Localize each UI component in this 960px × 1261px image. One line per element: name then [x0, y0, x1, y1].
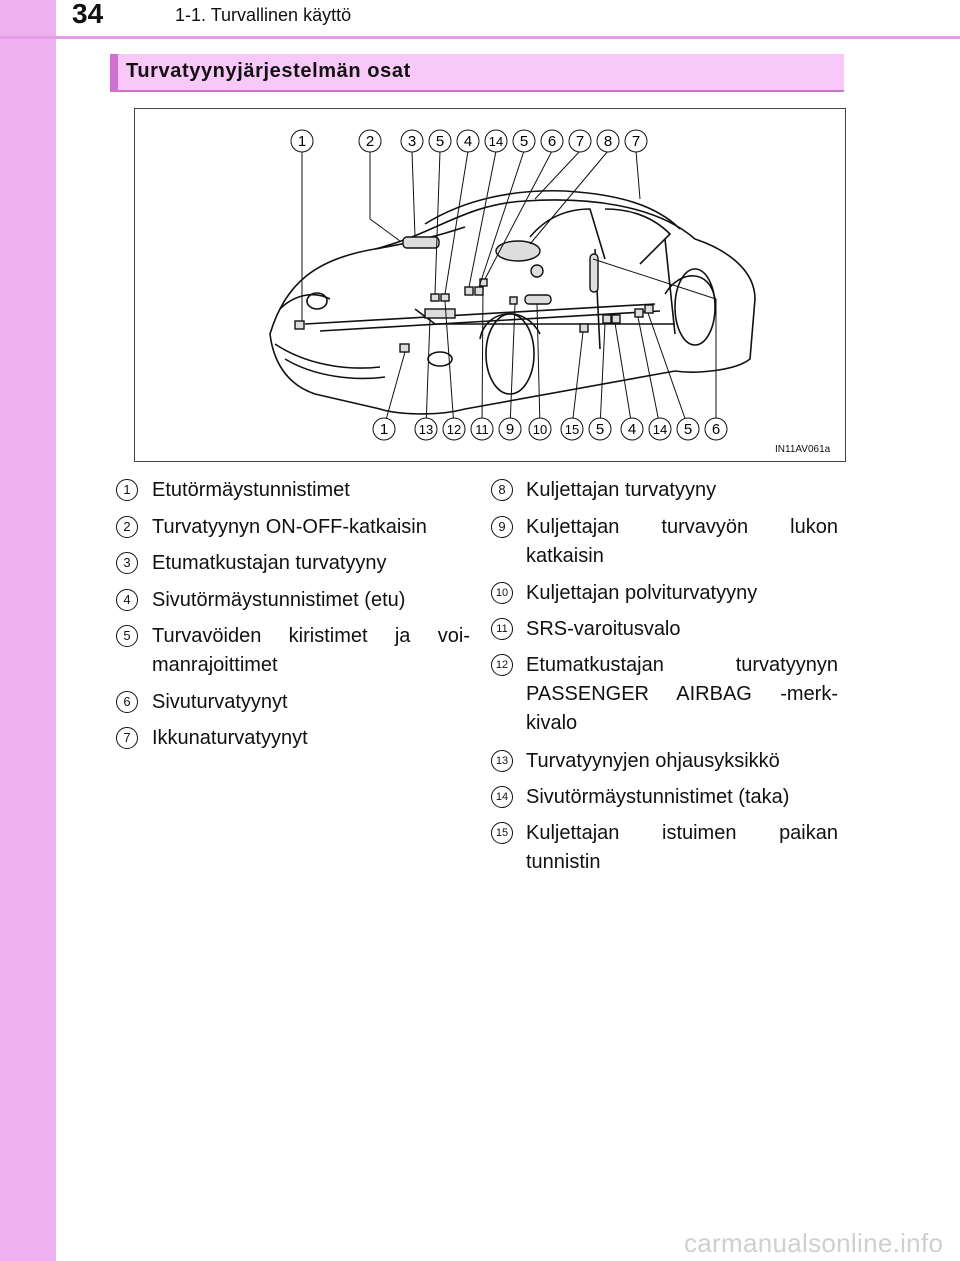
legend-item-seat-position-sensor: Kuljettajan istuimen paikan [526, 822, 838, 844]
legend-number: 8 [491, 479, 513, 501]
svg-text:11: 11 [475, 422, 489, 437]
callout-bottom-12 [705, 418, 727, 440]
section-title: Turvatyynyjärjestelmän osat [126, 60, 411, 82]
chapter-title: 1-1. Turvallinen käyttö [175, 5, 352, 25]
legend-number: 9 [491, 516, 513, 538]
svg-text:4: 4 [463, 133, 473, 150]
svg-text:12: 12 [446, 422, 462, 437]
callout-top-1 [291, 130, 313, 152]
svg-text:5: 5 [683, 421, 693, 438]
svg-text:14: 14 [652, 422, 668, 437]
svg-text:4: 4 [627, 421, 637, 438]
legend-number: 10 [491, 582, 513, 604]
legend-number: 1 [116, 479, 138, 501]
svg-text:5: 5 [519, 133, 529, 150]
legend-item-passenger-indicator-cont2: kivalo [526, 712, 578, 734]
callout-top-2 [359, 130, 381, 152]
legend-item-side-sensors-front: Sivutörmäystunnistimet (etu) [152, 589, 406, 611]
legend-item-airbag-ecu: Turvatyynyjen ohjausyksikkö [526, 750, 780, 772]
side-strip [0, 0, 56, 1261]
svg-text:5: 5 [595, 421, 605, 438]
callout-top-6 [485, 130, 507, 152]
svg-text:2: 2 [365, 133, 375, 150]
watermark: carmanualsonline.info [684, 1228, 944, 1258]
legend-number: 12 [491, 654, 513, 676]
page-number: 34 [72, 0, 104, 29]
callout-top-8 [541, 130, 563, 152]
legend-item-side-sensors-rear: Sivutörmäystunnistimet (taka) [526, 786, 790, 808]
legend-item-passenger-indicator-cont: PASSENGER AIRBAG -merk- [526, 683, 838, 705]
legend-item-pretensioners: Turvavöiden kiristimet ja voi- [152, 625, 470, 647]
legend-number: 14 [491, 786, 513, 808]
callout-bottom-2 [415, 418, 437, 440]
legend-item-knee-airbag: Kuljettajan polviturvatyyny [526, 582, 758, 604]
legend-item-buckle-switch: Kuljettajan turvavyön lukon [526, 516, 838, 538]
callout-bottom-1 [373, 418, 395, 440]
callout-top-5 [457, 130, 479, 152]
legend-number: 2 [116, 516, 138, 538]
car-illustration [135, 109, 845, 461]
callout-bottom-8 [589, 418, 611, 440]
legend-item-front-crash-sensors: Etutörmäystunnistimet [152, 479, 350, 501]
callout-bottom-5 [499, 418, 521, 440]
callout-bottom-10 [649, 418, 671, 440]
legend-number: 5 [116, 625, 138, 647]
svg-text:5: 5 [435, 133, 445, 150]
svg-text:9: 9 [505, 421, 515, 438]
section-accent-bar [110, 54, 118, 92]
svg-text:15: 15 [564, 422, 580, 437]
callout-bottom-6 [529, 418, 551, 440]
legend-number: 4 [116, 589, 138, 611]
figure-code: IN11AV061a [775, 444, 831, 455]
legend-number: 15 [491, 822, 513, 844]
legend-number: 6 [116, 691, 138, 713]
callout-top-10 [597, 130, 619, 152]
legend-item-airbag-on-off-switch: Turvatyynyn ON-OFF-katkaisin [152, 516, 427, 538]
header-rule [0, 36, 960, 39]
legend-item-curtain-airbags: Ikkunaturvatyynyt [152, 727, 308, 749]
svg-text:3: 3 [407, 133, 417, 150]
legend-item-passenger-airbag: Etumatkustajan turvatyyny [152, 552, 387, 574]
svg-text:6: 6 [547, 133, 557, 150]
callout-bottom-11 [677, 418, 699, 440]
legend-item-passenger-indicator: Etumatkustajan turvatyynyn [526, 654, 838, 676]
callout-bottom-3 [443, 418, 465, 440]
callout-bottom-4 [471, 418, 493, 440]
svg-text:14: 14 [488, 134, 504, 149]
svg-text:13: 13 [418, 422, 434, 437]
callout-top-4 [429, 130, 451, 152]
svg-text:7: 7 [575, 133, 585, 150]
callout-top-7 [513, 130, 535, 152]
legend-item-side-airbags: Sivuturvatyynyt [152, 691, 288, 713]
callout-top-3 [401, 130, 423, 152]
svg-text:1: 1 [379, 421, 389, 438]
callout-bottom-7 [561, 418, 583, 440]
svg-text:6: 6 [711, 421, 721, 438]
svg-text:10: 10 [532, 422, 548, 437]
legend-number: 11 [491, 618, 513, 640]
svg-text:7: 7 [631, 133, 641, 150]
legend-item-driver-airbag: Kuljettajan turvatyyny [526, 479, 717, 501]
legend-item-seat-position-sensor-cont: tunnistin [526, 851, 601, 873]
airbag-system-figure [134, 108, 846, 462]
callout-top-9 [569, 130, 591, 152]
legend-item-srs-warning-light: SRS-varoitusvalo [526, 618, 681, 640]
legend-number: 13 [491, 750, 513, 772]
callout-top-11 [625, 130, 647, 152]
legend-item-buckle-switch-cont: katkaisin [526, 545, 604, 567]
callout-bottom-9 [621, 418, 643, 440]
legend-number: 3 [116, 552, 138, 574]
svg-text:1: 1 [297, 133, 307, 150]
legend-item-pretensioners-cont: manrajoittimet [152, 654, 278, 676]
legend-number: 7 [116, 727, 138, 749]
svg-text:8: 8 [603, 133, 613, 150]
